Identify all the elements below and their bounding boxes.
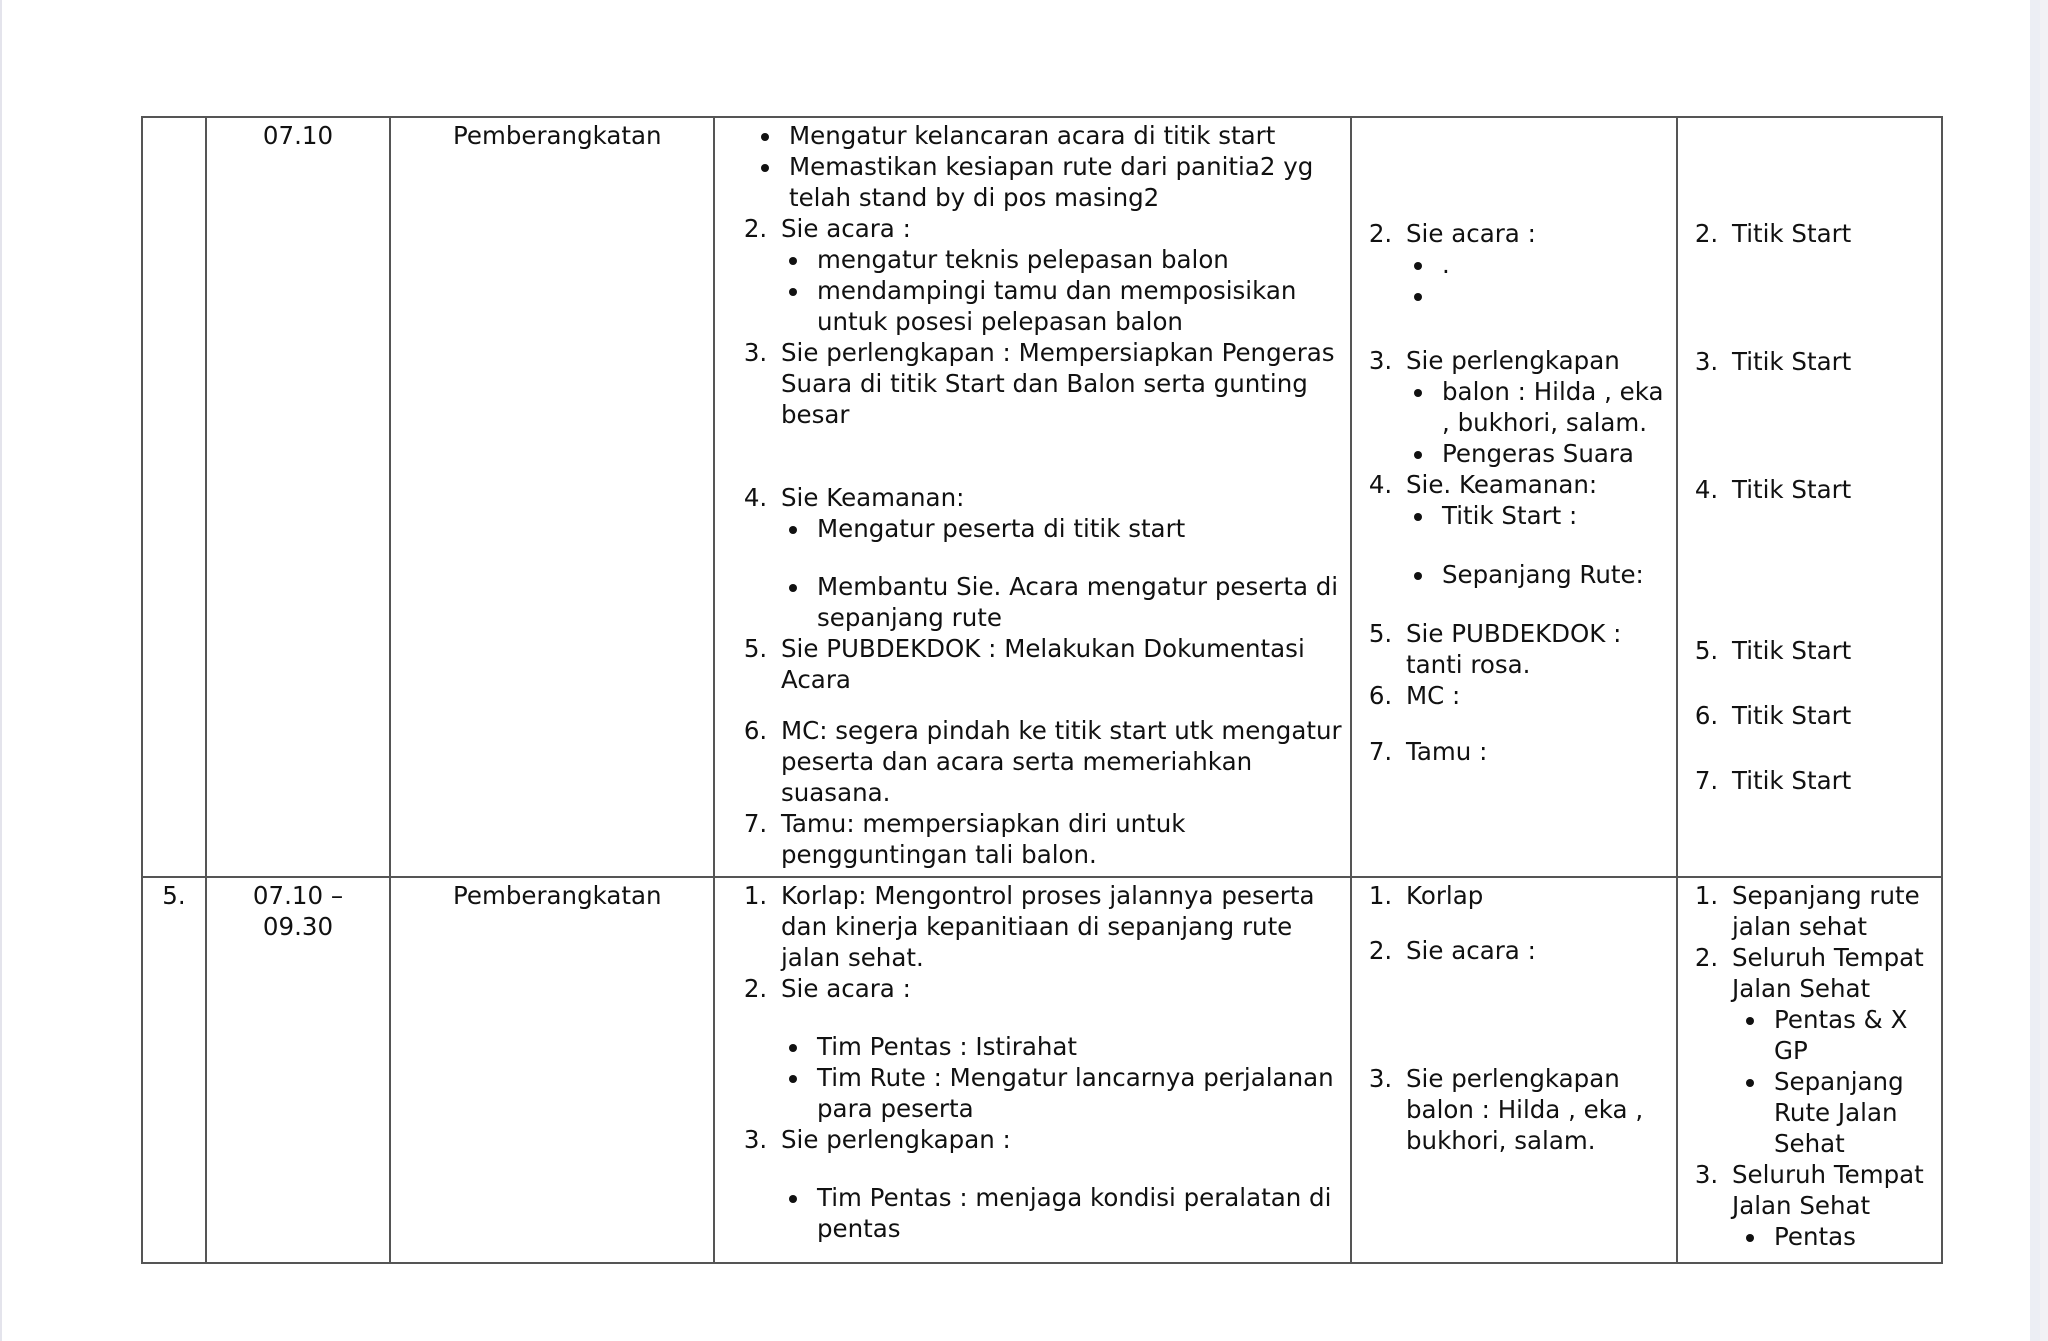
activity-cell [390, 117, 714, 877]
list-item [1400, 469, 1668, 618]
description-cell [714, 877, 1351, 1263]
list-item [775, 213, 1342, 337]
location-cell [1677, 877, 1942, 1263]
activity-cell [390, 877, 714, 1263]
list-item: • balon : Hilda , eka , bukhori, salam. [1436, 376, 1668, 438]
list-item-text: Sie perlengkapan : [781, 1125, 1011, 1154]
list-item-text: Sie Keamanan: [781, 483, 965, 512]
list-item: • Pentas & X GP [1768, 1004, 1933, 1066]
schedule-table [141, 116, 1943, 1264]
list-item [1400, 345, 1668, 469]
list-item: 1. Korlap [1400, 880, 1668, 911]
numbered-list [1686, 218, 1933, 796]
bullet-list [1406, 500, 1668, 590]
numbered-list [1360, 218, 1668, 767]
list-item: • . [1436, 249, 1668, 280]
list-item [775, 973, 1342, 1124]
list-item: • mengatur teknis pelepasan balon [811, 244, 1342, 275]
list-item [775, 1124, 1342, 1244]
list-item: 7. Tamu : [1400, 736, 1668, 767]
list-item: 2. Titik Start [1726, 218, 1933, 249]
time-cell [206, 117, 390, 877]
list-item: • Tim Pentas : Istirahat [811, 1031, 1342, 1062]
time-cell [206, 877, 390, 1263]
list-item: • Tim Pentas : menjaga kondisi peralatan di pentas [811, 1182, 1342, 1244]
row-activity: Pemberangkatan [453, 121, 662, 150]
list-item: • Pentas [1768, 1221, 1933, 1252]
list-item: 1. Korlap: Mengontrol proses jalannya peserta dan kinerja kepanitiaan di sepanjang rute jalan sehat. [775, 880, 1342, 973]
list-item: 2. Sie acara : [1400, 935, 1668, 966]
list-item: 5. Titik Start [1726, 635, 1933, 666]
list-item: • Mengatur kelancaran acara di titik start [783, 120, 1342, 151]
list-item [1726, 1159, 1933, 1252]
list-item-text: Sie PUBDEKDOK : Melakukan Dokumentasi Acara [781, 634, 1305, 694]
list-item: • mendampingi tamu dan memposisikan untuk posesi pelepasan balon [811, 275, 1342, 337]
pic-cell [1351, 117, 1677, 877]
numbered-list [735, 213, 1342, 870]
number-cell [142, 117, 206, 877]
list-item: 6. Titik Start [1726, 700, 1933, 731]
list-item: • Membantu Sie. Acara mengatur peserta di sepanjang rute [811, 571, 1342, 633]
list-item: • Sepanjang Rute Jalan Sehat [1768, 1066, 1933, 1159]
bullet-list [1732, 1221, 1933, 1252]
list-item: 7. Titik Start [1726, 765, 1933, 796]
bullet-list [735, 120, 1342, 213]
list-item: • Mengatur peserta di titik start [811, 513, 1342, 544]
list-item: 7. Tamu: mempersiapkan diri untuk pengguntingan tali balon. [775, 808, 1342, 870]
list-item: 1. Sepanjang rute jalan sehat [1726, 880, 1933, 942]
list-item [1726, 942, 1933, 1159]
row-number: 5. [162, 881, 186, 910]
list-item: 6. MC : [1400, 680, 1668, 711]
numbered-list [735, 880, 1342, 1244]
bullet-list [781, 1182, 1342, 1244]
list-item: 6. MC: segera pindah ke titik start utk mengatur peserta dan acara serta memeriahkan suasana. [775, 715, 1342, 808]
bullet-list [781, 244, 1342, 337]
row-time: 07.10 [262, 121, 334, 150]
location-cell [1677, 117, 1942, 877]
table-row [142, 117, 1942, 877]
window-frame-edge [2030, 0, 2040, 1341]
list-item-text: Sie perlengkapan : Mempersiapkan Pengeras Suara di titik Start dan Balon serta gunting besar [781, 338, 1335, 429]
list-item: 4. Titik Start [1726, 474, 1933, 505]
list-item [1436, 280, 1668, 311]
list-item: • Memastikan kesiapan rute dari panitia2 yg telah stand by di pos masing2 [783, 151, 1342, 213]
bullet-list [1406, 249, 1668, 311]
numbered-list [1686, 880, 1933, 1252]
list-item: • Titik Start : [1436, 500, 1668, 531]
list-item-text: Sie acara : [1406, 219, 1536, 248]
list-item [775, 482, 1342, 633]
list-item-text: Sie. Keamanan: [1406, 470, 1598, 499]
list-item: 5. Sie PUBDEKDOK : tanti rosa. [1400, 618, 1668, 680]
bullet-list [1406, 376, 1668, 469]
list-item [775, 633, 1342, 715]
list-item: • Pengeras Suara [1436, 438, 1668, 469]
bullet-list [781, 1031, 1342, 1124]
description-cell [714, 117, 1351, 877]
list-item: 3. Sie perlengkapan balon : Hilda , eka , bukhori, salam. [1400, 1063, 1668, 1156]
number-cell [142, 877, 206, 1263]
list-item: • Sepanjang Rute: [1436, 559, 1668, 590]
pic-cell [1351, 877, 1677, 1263]
list-item-text: Seluruh Tempat Jalan Sehat [1732, 943, 1924, 1003]
bullet-list [1732, 1004, 1933, 1159]
row-time: 07.10 – 09.30 [252, 881, 344, 941]
list-item-text: Sie acara : [781, 974, 911, 1003]
row-activity: Pemberangkatan [453, 881, 662, 910]
list-item: 3. Titik Start [1726, 346, 1933, 377]
list-item: • Tim Rute : Mengatur lancarnya perjalanan para peserta [811, 1062, 1342, 1124]
list-item [1400, 218, 1668, 345]
numbered-list [1360, 880, 1668, 1156]
list-item-text: Sie perlengkapan [1406, 346, 1620, 375]
bullet-list [781, 513, 1342, 633]
list-item-text: Sie acara : [781, 214, 911, 243]
list-item-text: Seluruh Tempat Jalan Sehat [1732, 1160, 1924, 1220]
list-item [775, 337, 1342, 482]
table-row [142, 877, 1942, 1263]
